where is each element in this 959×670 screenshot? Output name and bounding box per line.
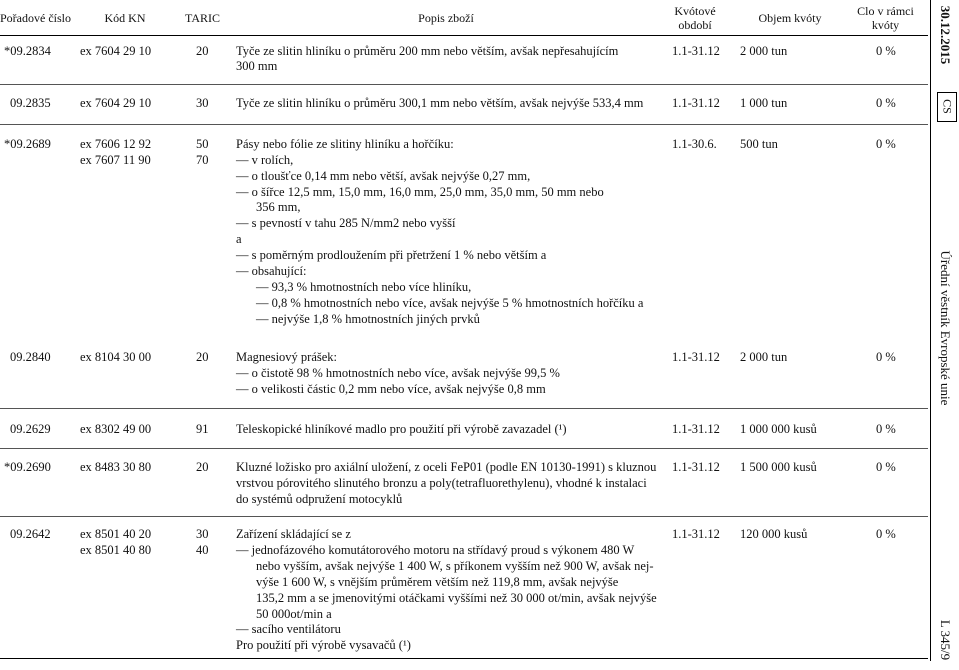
row-duty: 0 % [876,460,896,474]
row-desc-line: — jednofázového komutátorového motoru na střídavý proud s výkonem 480 W [236,543,635,557]
row-volume: 500 tun [740,137,778,151]
header-period-1: Kvótové [674,4,716,18]
row-taric: 20 [196,460,209,474]
row-volume: 1 000 tun [740,96,788,110]
row-volume: 1 000 000 kusů [740,422,817,436]
sidebar-page: L 345/9 [938,619,953,661]
row-desc-line: Pro použití při výrobě vysavačů (¹) [236,638,411,652]
row-kn: ex 8501 40 80 [80,543,152,557]
row-period: 1.1-31.12 [672,460,720,474]
row-kn: ex 7604 29 10 [80,96,152,110]
header-order: Pořadové číslo [0,11,71,25]
sidebar-lang-box [937,92,957,122]
row-volume: 1 500 000 kusů [740,460,817,474]
header-period-2: období [678,18,712,32]
row-desc-line: — sacího ventilátoru [236,622,341,636]
row-period: 1.1-31.12 [672,44,720,58]
row-desc-line: — 93,3 % hmotnostních nebo více hliníku, [256,280,472,294]
row-desc-line: — 0,8 % hmotnostních nebo více, avšak nejvýše 5 % hmotnostních hořčíku a [256,296,644,310]
header-volume: Objem kvóty [758,11,822,25]
row-desc-line: — o tloušťce 0,14 mm nebo větší, avšak nejvýše 0,27 mm, [236,169,531,183]
row-period: 1.1-30.6. [672,137,717,151]
row-taric: 20 [196,44,209,58]
row-kn: ex 8483 30 80 [80,460,152,474]
header-desc: Popis zboží [418,11,474,25]
row-taric: 30 [196,527,209,541]
row-period: 1.1-31.12 [672,350,720,364]
row-taric: 50 [196,137,209,151]
row-order: 09.2642 [10,527,51,541]
row-desc-line: — o velikosti částic 0,2 mm nebo více, avšak nejvýše 0,8 mm [236,382,546,396]
row-desc-line: nebo vyšším, avšak nejvýše 1 400 W, s příkonem vyšším než 900 W, avšak nej- [256,559,654,573]
row-desc-line: do systémů odpružení motocyklů [236,492,403,506]
row-period: 1.1-31.12 [672,422,720,436]
row-order: *09.2689 [4,137,51,151]
row-duty: 0 % [876,350,896,364]
row-desc-line: Kluzné ložisko pro axiální uložení, z oceli FeP01 (podle EN 10130-1991) s kluznou [236,460,657,474]
row-desc-line: 356 mm, [256,200,301,214]
row-desc-line: Zařízení skládající se z [236,527,351,541]
sidebar-date: 30.12.2015 [938,5,953,65]
row-desc-line: a [236,232,242,246]
row-duty: 0 % [876,96,896,110]
row-desc-line: Tyče ze slitin hliníku o průměru 300,1 mm nebo větším, avšak nejvýše 533,4 mm [236,96,644,110]
row-divider [0,124,928,125]
row-order: 09.2629 [10,422,51,436]
row-order: 09.2835 [10,96,51,110]
row-duty: 0 % [876,137,896,151]
row-order: *09.2690 [4,460,51,474]
row-volume: 2 000 tun [740,44,788,58]
row-duty: 0 % [876,527,896,541]
sidebar-lang: CS [940,99,955,114]
header-rule [0,35,928,36]
row-desc-line: vrstvou pórovitého slinutého bronzu a poly(tetrafluorethylenu), vhodné k instalaci [236,476,647,490]
row-kn: ex 7606 12 92 [80,137,152,151]
row-desc-line: Pásy nebo fólie ze slitiny hliníku a hořčíku: [236,137,454,151]
row-volume: 120 000 kusů [740,527,808,541]
row-taric: 91 [196,422,209,436]
row-kn: ex 8302 49 00 [80,422,152,436]
row-taric: 20 [196,350,209,364]
row-desc-line: — s pevností v tahu 285 N/mm2 nebo vyšší [236,216,456,230]
row-desc-line: 135,2 mm a se jmenovitými otáčkami vyššími než 30 000 ot/min, avšak nejvýše [256,591,657,605]
header-taric: TARIC [184,11,221,25]
row-order: *09.2834 [4,44,51,58]
row-taric: 40 [196,543,209,557]
row-desc-line: Magnesiový prášek: [236,350,338,364]
row-taric: 70 [196,153,209,167]
row-desc-line: — o čistotě 98 % hmotnostních nebo více, avšak nejvýše 99,5 % [236,366,560,380]
row-divider [0,84,928,85]
row-duty: 0 % [876,44,896,58]
row-period: 1.1-31.12 [672,527,720,541]
row-desc-line: — s poměrným prodloužením při přetržení 1 % nebo větším a [236,248,547,262]
row-divider [0,448,928,449]
row-kn: ex 8501 40 20 [80,527,152,541]
row-kn: ex 7604 29 10 [80,44,152,58]
sidebar-divider [930,0,931,661]
row-desc-line: 50 000ot/min a [256,607,332,621]
row-desc-line: — v rolích, [236,153,294,167]
row-desc-line: — o šířce 12,5 mm, 15,0 mm, 16,0 mm, 25,0 mm, 35,0 mm, 50 mm nebo [236,185,604,199]
row-order: 09.2840 [10,350,51,364]
row-kn: ex 7607 11 90 [80,153,151,167]
row-volume: 2 000 tun [740,350,788,364]
header-duty-1: Clo v rámci [857,4,914,18]
row-duty: 0 % [876,422,896,436]
row-kn: ex 8104 30 00 [80,350,152,364]
header-duty-2: kvóty [871,18,900,32]
row-taric: 30 [196,96,209,110]
row-divider [0,516,928,517]
row-desc-line: 300 mm [236,59,278,73]
row-desc-line: výše 1 600 W, s vnějším průměrem větším než 119,8 mm, avšak nejvýše [256,575,619,589]
row-desc-line: — nejvýše 1,8 % hmotnostních jiných prvků [256,312,480,326]
header-kn: Kód KN [104,11,146,25]
table-bottom-rule [0,658,928,659]
row-divider [0,408,928,409]
sidebar-journal: Úřední věstník Evropské unie [938,250,953,406]
row-desc-line: Tyče ze slitin hliníku o průměru 200 mm nebo větším, avšak nepřesahujícím [236,44,619,58]
row-desc-line: Teleskopické hliníkové madlo pro použití při výrobě zavazadel (¹) [236,422,567,436]
row-period: 1.1-31.12 [672,96,720,110]
row-desc-line: — obsahující: [236,264,307,278]
